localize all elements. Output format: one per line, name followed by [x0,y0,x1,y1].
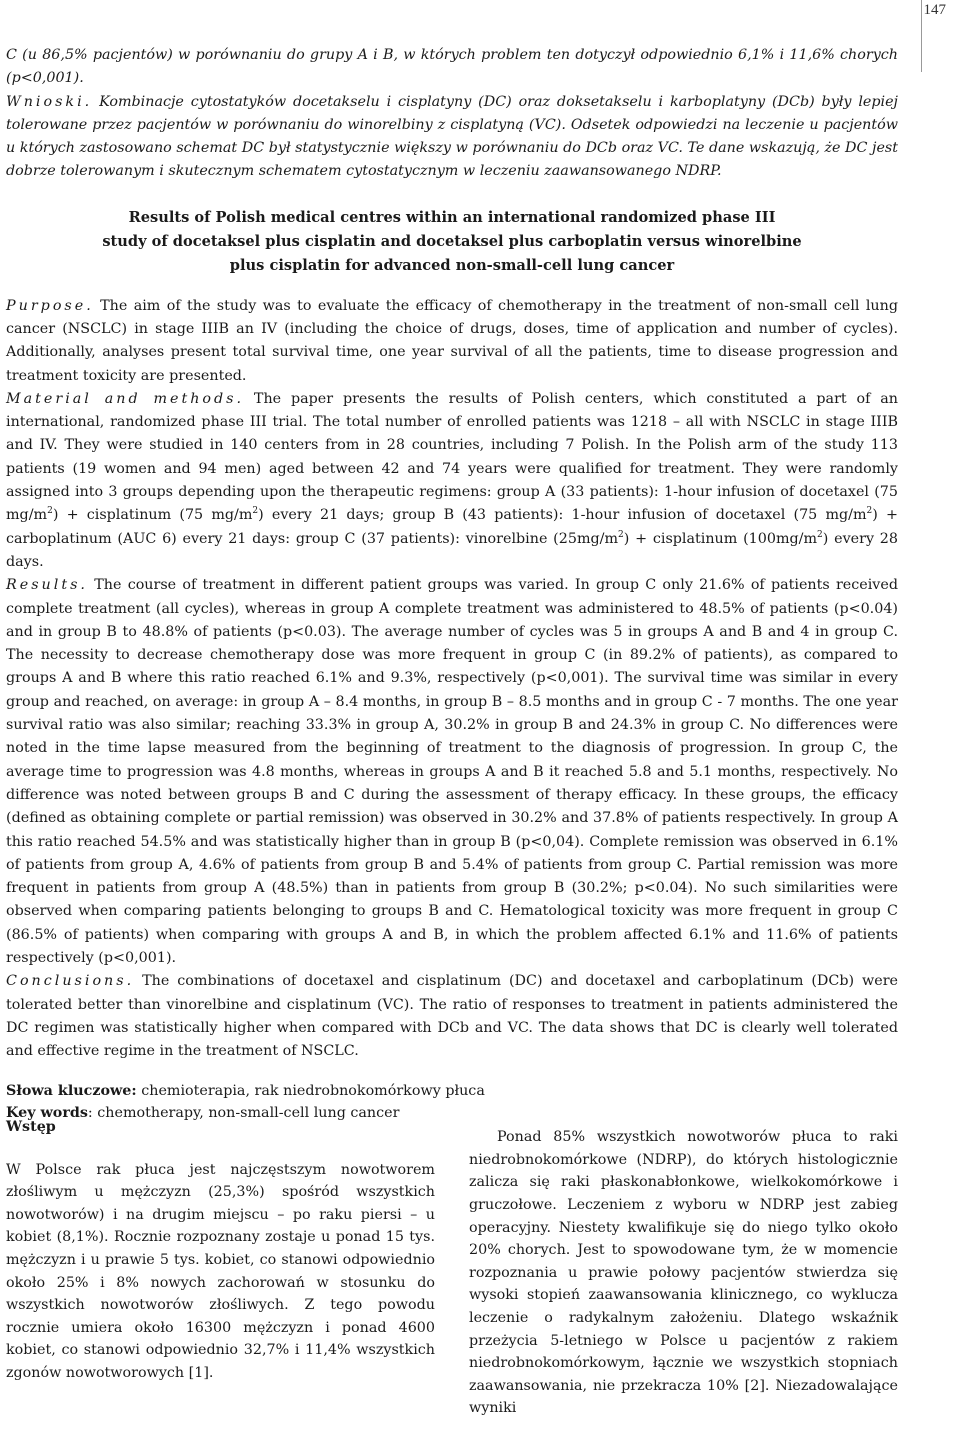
superscript: 2 [252,506,259,517]
methods-text-a: The paper presents the results of Polish centers, which constituted a part of an international, randomized phase III trial. The total number of enrolled patients was 1218 – all with NSCLC in stage IIIB and IV. They were studied in 140 centers from in 28 countries, including 7 Polish. In the Polish arm of the study 113 patients (19 women and 94 men) aged between 42 and 74 years were qualified for treatment. They were randomly assigned into 3 groups depending upon the therapeutic regimens: group A (33 patients): 1-hour infusion of docetaxel (75 mg/m [6,390,898,524]
english-conclusions [6,970,898,1063]
methods-label: Material and methods. [6,390,245,407]
english-title-line2: study of docetaksel plus cisplatin and docetaksel plus carboplatin versus winorelbine [102,233,802,251]
keywords-polish [6,1080,898,1102]
methods-text-e: ) + cisplatinum (100mg/m [623,530,818,547]
methods-text-c: ) every 21 days; group B (43 patients): 1-hour infusion of docetaxel (75 mg/m [258,507,867,524]
keywords-polish-text: chemioterapia, rak niedrobnokomórkowy płuca [136,1083,485,1100]
intro-right-paragraph: Ponad 85% wszystkich nowotworów płuca to raki niedrobnokomórkowe (NDRP), do których histologicznie zalicza się raki płaskonabłonkowe, wielkokomórkowe i gruczołowe. Leczeniem z wyboru w NDRP jest zabieg operacyjny. Niestety kwalifikuje się do niego tylko około 20% chorych. Jest to spowodowane tym, że w momencie rozpoznania u prawie połowy pacjentów stwierdza się wysoki stopień zaawansowania klinicznego, co wyklucza leczenie o radykalnym założeniu. Dlatego wskaźnik przeżycia 5-letniego w Polsce u pacjentów z rakiem niedrobnokomórkowym, łącznie we wszystkich stopniach zaawansowania, nie przekracza 10% [2]. Niezadowalające wyniki [469,1129,898,1417]
methods-text-d: ) + carboplatinum (AUC 6) every 21 days: group C (37 patients): vinorelbine (25mg/m [6,507,898,547]
body-columns [6,1112,898,1434]
conclusions-text: The combinations of docetaxel and cisplatinum (DC) and docetaxel and carboplatinum (DCb) were tolerated better than vinorelbine and cisplatinum (VC). The ratio of responses to treatment in patients administered the DC regimen was statistically higher when compared with DCb and VC. The data shows that DC is clearly well tolerated and effective regime in the treatment of NSCLC. [6,973,898,1060]
left-column [6,1112,435,1434]
results-text: The course of treatment in different patient groups was varied. In group C only 21.6% of patients received complete treatment (all cycles), whereas in group A complete treatment was administered to 48.5% of patients (p<0.04) and in group B to 48.8% of patients (p<0.03). The average number of cycles was 5 in groups A and B and 4 in group C. The necessity to decrease chemotherapy dose was more frequent in group C (in 89.2% of patients), as compared to groups A and B where this ratio reached 6.1% and 9.3%, respectively (p<0,001). The survival time was similar in every group and reached, on average: in group A – 8.4 months, in group B – 8.5 months and in group C - 7 months. The one year survival ratio was also similar; reaching 33.3% in group A, 30.2% in group B and 24.3% in group C. No differences were noted in the time lapse measured from the beginning of treatment to the diagnosis of progression. In group C, the average time to progression was 4.8 months, whereas in groups A and B it reached 5.8 and 5.1 months, respectively. No difference was noted between groups B and C during the assessment of therapy efficacy. In these groups, the efficacy (defined as obtaining complete or partial remission) was observed in 30.2% and 37.8% of patients respectively. In group A this ratio reached 54.5% and was statistically higher than in group B (p<0,04). Complete remission was observed in 6.1% of patients from group A, 4.6% of patients from group B and 5.4% of patients from group C. Partial remission was more frequent in patients from group A (48.5%) than in patients from group B (30.2%; p<0.04). No such similarities were observed when comparing patients belonging to groups B and C. Hematological toxicity was more frequent in group C (86.5% of patients) when comparing with groups A and B, in which the problem affected 6.1% and 11.6% of patients respectively (p<0,001). [6,577,898,966]
intro-heading: Wstęp [6,1119,56,1135]
methods-text-f: ) every 28 days. [6,530,898,570]
results-label: Results. [6,577,88,594]
superscript: 2 [47,506,53,517]
superscript: 2 [866,506,873,517]
english-title [6,206,898,279]
conclusions-label: Conclusions. [6,973,135,990]
keywords-english-text: : chemotherapy, non-small-cell lung cancer [87,1105,400,1122]
polish-conclusions-text: Kombinacje cytostatyków docetakselu i cisplatyny (DC) oraz doksetakselu i karboplatyny (DCb) były lepiej tolerowane przez pacjentów w porównaniu do winorelbiny z cisplatyną (VC). Odsetek odpowiedzi na leczenie u pacjentów u których zastosowano schemat DC był statystycznie większy w porównaniu do DCb oraz VC. Te dane wskazują, że DC jest dobrze tolerowanym i skutecznym schematem cytostatycznym w leczeniu zaawansowanego NDRP. [6,93,898,180]
english-title-line1: Results of Polish medical centres within an international randomized phase III [128,208,776,226]
page-rule [921,0,922,72]
right-column [469,1112,898,1434]
english-purpose [6,295,898,388]
intro-left-paragraph: W Polsce rak płuca jest najczęstszym nowotworem złośliwym u mężczyzn (25,3%) spośród wszystkich nowotworów) i na drugim miejscu – po raku piersi – u kobiet (8,1%). Rocznie rozpoznany zostaje u ponad 15 tys. mężczyzn i u prawie 5 tys. kobiet, co stanowi odpowiednio około 25% i 8% nowych zachorowań w stosunku do wszystkich nowotworów złośliwych. Z tego powodu rocznie umiera około 16300 mężczyzn i ponad 4600 kobiet, co stanowi odpowiednio 32,7% i 11,4% wszystkich zgonów nowotworowych [1]. [6,1161,435,1381]
superscript: 2 [817,529,823,540]
abstract-block [6,44,898,1124]
polish-conclusions-label: Wnioski. [6,93,93,110]
english-results [6,574,898,970]
page-number: 147 [923,2,946,18]
superscript: 2 [618,529,624,540]
methods-text-b: ) + cisplatinum (75 mg/m [52,507,253,524]
polish-results-tail: C (u 86,5% pacjentów) w porównaniu do grupy A i B, w których problem ten dotyczył odpowiednio 6,1% i 11,6% chorych (p<0,001). [6,47,898,87]
english-methods [6,388,898,574]
polish-conclusions [6,91,898,184]
keywords-english-label: Key words [6,1105,88,1122]
purpose-label: Purpose. [6,297,94,314]
english-title-line3: plus cisplatin for advanced non-small-cell lung cancer [229,257,675,275]
purpose-text: The aim of the study was to evaluate the efficacy of chemotherapy in the treatment of non-small cell lung cancer (NSCLC) in stage IIIB an IV (including the choice of drugs, doses, time of application and number of cycles). Additionally, analyses present total survival time, one year survival of all the patients, time to disease progression and treatment toxicity are presented. [6,297,898,384]
keywords-polish-label: Słowa kluczowe: [6,1083,137,1100]
